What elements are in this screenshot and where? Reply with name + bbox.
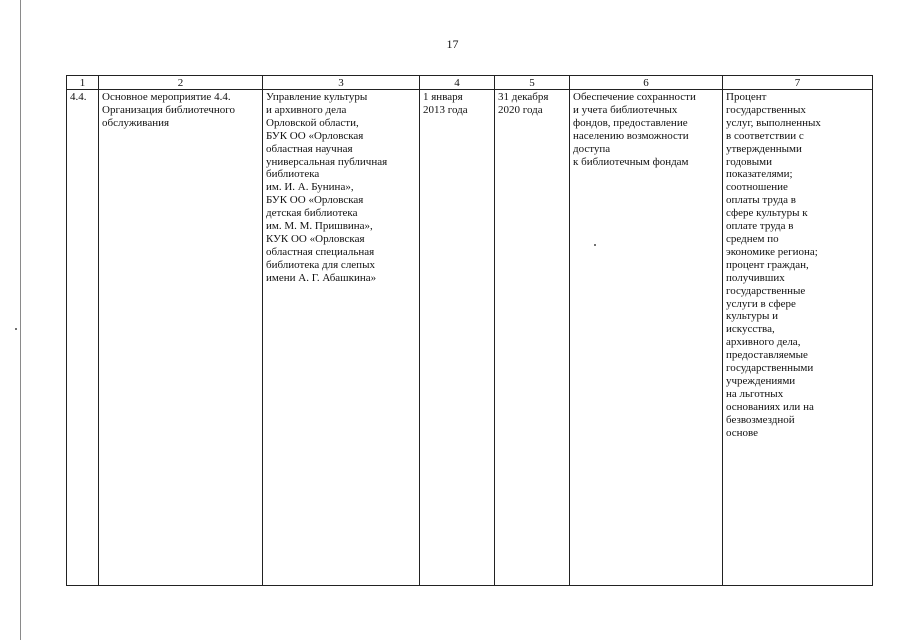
executors-cell: Управление культуры и архивного дела Орловской области, БУК ОО «Орловская областная научная универсальная публичная библиотека им. И. А. Бунина», БУК ОО «Орловская детская библиотека им. М. М. Пришвина», КУК ОО «Орловская областная специальная библиотека для слепых имени А. Г. Абашкина» bbox=[263, 90, 420, 586]
column-number: 6 bbox=[570, 76, 723, 90]
program-table bbox=[66, 75, 873, 586]
column-number-row bbox=[67, 76, 873, 90]
column-number: 7 bbox=[723, 76, 873, 90]
column-number: 5 bbox=[495, 76, 570, 90]
column-number: 1 bbox=[67, 76, 99, 90]
column-number: 4 bbox=[420, 76, 495, 90]
scan-edge-line bbox=[20, 0, 21, 640]
indicators-cell: Процент государственных услуг, выполненных в соответствии с утвержденными годовыми показателями; соотношение оплаты труда в сфере культуры к оплате труда в среднем по экономике региона; процент граждан, получивших государственные услуги в сфере культуры и искусства, архивного дела, предоставляемые государственными учреждениями на льготных основаниях или на безвозмездной основе bbox=[723, 90, 873, 586]
start-date-cell: 1 января 2013 года bbox=[420, 90, 495, 586]
page-number: 17 bbox=[446, 37, 459, 51]
event-name-cell: Основное мероприятие 4.4. Организация библиотечного обслуживания bbox=[99, 90, 263, 586]
column-number: 3 bbox=[263, 76, 420, 90]
column-number: 2 bbox=[99, 76, 263, 90]
row-number: 4.4. bbox=[67, 90, 99, 586]
end-date-cell: 31 декабря 2020 года bbox=[495, 90, 570, 586]
expected-result-cell: Обеспечение сохранности и учета библиотечных фондов, предоставление населению возможности доступа к библиотечным фондам bbox=[570, 90, 723, 586]
scan-speck bbox=[15, 328, 17, 330]
table-row bbox=[67, 90, 873, 586]
